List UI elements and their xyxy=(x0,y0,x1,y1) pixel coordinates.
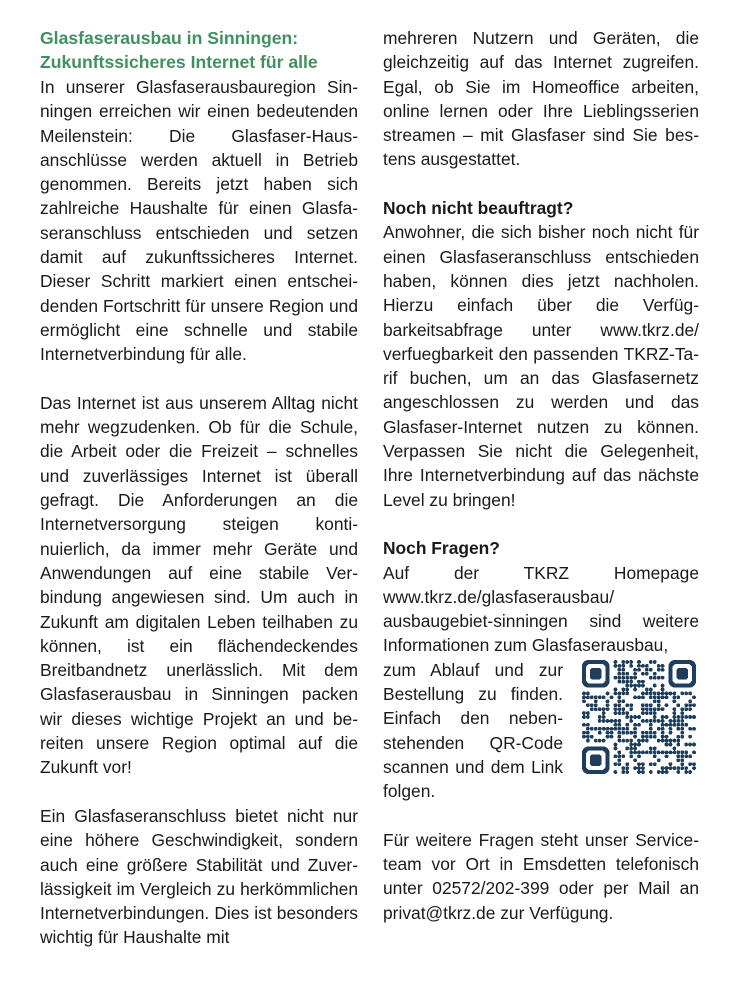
paragraph-glasfaser-vorteile: Ein Glasfaseranschluss bietet nicht nur eine höhere Geschwindigkeit, sondern auch eine größere Stabilität und Zuverlässigkeit im Vergleich zu herkömmlichen Internetverbindungen. Dies ist besonders wichtig für Haushalte mit xyxy=(40,805,358,948)
paragraph-qr-instructions: zum Ablauf und zur Bestellung zu finden. Einfach den nebenstehenden QR-Code scannen und dem Link folgen. xyxy=(383,659,563,802)
paragraph-continuation: mehreren Nutzern und Geräten, die gleichzeitig auf das Internet zugreifen. Egal, ob Sie im Homeoffice arbeiten, online lernen oder Ihre Lieblingsserien streamen – mit Glasfaser sind Sie bestens ausgestattet. xyxy=(383,28,699,170)
paragraph-beauftragen: Anwohner, die sich bisher noch nicht für einen Glasfaseranschluss entschieden haben, können dies jetzt nachholen. Hierzu einfach über die Verfügbarkeitsabfrage unter www.tkrz.de/ verfuegbarkeit den passenden TKRZ-Tarif buchen, um an das Glasfasernetz angeschlossen zu werden und das Glasfaser-Internet nutzen zu können. Verpassen Sie nicht die Gelegenheit, Ihre Internetverbindung auf das nächste Level zu bringen! xyxy=(383,222,699,510)
article-headline xyxy=(40,26,358,74)
qr-code-icon[interactable] xyxy=(582,660,696,774)
paragraph-homepage: Auf der TKRZ Homepage www.tkrz.de/glasfaserausbau/ ausbaugebiet-sinningen sind weitere Informationen zum Glasfaserausbau, xyxy=(383,562,699,656)
paragraph-kontakt: Für weitere Fragen steht unser Serviceteam vor Ort in Emsdetten telefonisch unter 02572/202-399 oder per Mail an privat@tkrz.de zur Verfügung. xyxy=(383,829,699,923)
heading-noch-fragen: Noch Fragen? xyxy=(383,538,500,559)
qr-section xyxy=(383,658,699,804)
headline-line-1: Glasfaserausbau in Sinningen: xyxy=(40,28,299,48)
right-column xyxy=(383,26,699,925)
headline-line-2: Zukunftssicheres Internet für alle xyxy=(40,52,318,72)
left-column xyxy=(40,26,358,950)
paragraph-internet-alltag: Das Internet ist aus unserem Alltag nicht mehr wegzudenken. Ob für die Schule, die Arbeit oder die Freizeit – schnelles und zuverlässiges Internet ist überall gefragt. Die Anforderungen an die Internetversorgung steigen kontinuierlich, da immer mehr Geräte und Anwendungen auf eine stabile Verbindung angewiesen sind. Um auch in Zukunft am digitalen Leben teilhaben zu können, ist ein flächendeckendes Breitbandnetz unerlässlich. Mit dem Glasfaserausbau in Sinningen packen wir dieses wichtige Projekt an und bereiten unsere Region optimal auf die Zukunft vor! xyxy=(40,392,358,778)
paragraph-intro: In unserer Glasfaserausbauregion Sinningen erreichen wir einen bedeutenden Meilenstein: Die Glasfaser-Hausanschlüsse werden aktuell in Betrieb genommen. Bereits jetzt haben sich zahlreiche Haushalte für einen Glasfaseranschluss entschieden und setzen damit auf zukunftssicheres Internet. Dieser Schritt markiert einen entscheidenden Fortschritt für unsere Region und ermöglicht eine schnelle und stabile Internetverbindung für alle. xyxy=(40,77,358,365)
heading-noch-nicht-beauftragt: Noch nicht beauftragt? xyxy=(383,198,574,219)
